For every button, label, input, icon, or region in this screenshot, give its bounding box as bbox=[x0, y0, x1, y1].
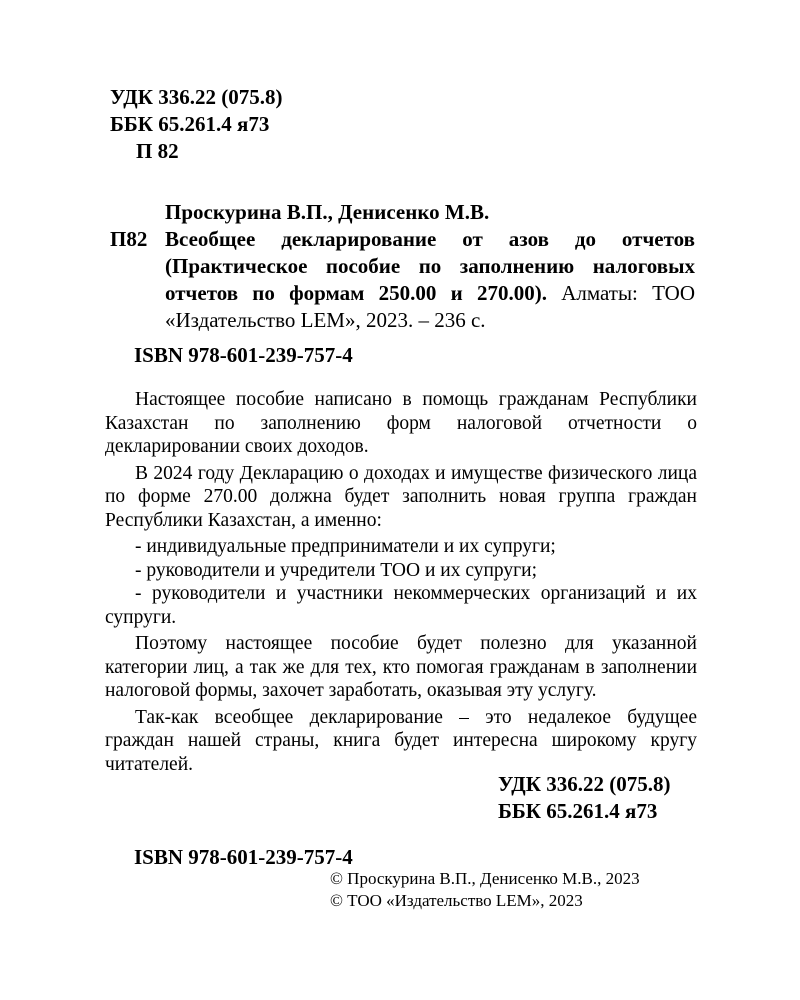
catalog-entry bbox=[165, 226, 695, 334]
catalog-code: П82 bbox=[110, 227, 148, 251]
copyright-authors: © Проскурина В.П., Денисенко М.В., 2023 bbox=[330, 869, 640, 888]
udc-code: УДК 336.22 (075.8) bbox=[110, 85, 283, 109]
copyright-publisher: © ТОО «Издательство LEM», 2023 bbox=[330, 891, 583, 910]
author-mark: П 82 bbox=[136, 139, 179, 163]
annotation-list-item: - индивидуальные предприниматели и их супруги; bbox=[135, 536, 556, 557]
header-codes bbox=[110, 84, 282, 165]
annotation bbox=[105, 388, 697, 779]
isbn-bottom: ISBN 978-601-239-757-4 bbox=[134, 845, 353, 869]
footer-udc-code: УДК 336.22 (075.8) bbox=[498, 772, 671, 796]
copyright-block bbox=[330, 868, 640, 912]
isbn-top: ISBN 978-601-239-757-4 bbox=[134, 343, 353, 367]
annotation-paragraph: Так-как всеобщее декларирование – это недалекое будущее граждан нашей страны, книга будет интересна широкому кругу читателей. bbox=[105, 706, 697, 775]
annotation-paragraph: Поэтому настоящее пособие будет полезно для указанной категории лиц, а так же для тех, кто помогая гражданам в заполнении налоговой формы, захочет заработать, оказывая эту услугу. bbox=[105, 633, 697, 701]
annotation-list-item: - руководители и учредители ТОО и их супруги; bbox=[135, 559, 538, 581]
catalog-imprint: Алматы: ТОО «Издательство LEM», 2023. – 236 с. bbox=[165, 281, 696, 332]
bbk-code: ББК 65.261.4 я73 bbox=[110, 112, 270, 136]
catalog-title: Всеобщее декларирование от азов до отчетов (Практическое пособие по заполнению налоговых отчетов по формам 250.00 и 270.00). bbox=[165, 227, 695, 305]
footer-bbk-code: ББК 65.261.4 я73 bbox=[498, 799, 658, 823]
annotation-paragraph: Настоящее пособие написано в помощь гражданам Республики Казахстан по заполнению форм налоговой отчетности о декларировании своих доходов. bbox=[105, 389, 697, 457]
annotation-list-item: - руководители и участники некоммерческих организаций и их супруги. bbox=[105, 583, 697, 628]
footer-codes bbox=[498, 771, 670, 825]
catalog-authors: Проскурина В.П., Денисенко М.В. bbox=[165, 200, 490, 224]
annotation-paragraph: В 2024 году Декларацию о доходах и имуществе физического лица по форме 270.00 должна будет заполнить новая группа граждан Республики Казахстан, а именно: bbox=[105, 462, 697, 531]
